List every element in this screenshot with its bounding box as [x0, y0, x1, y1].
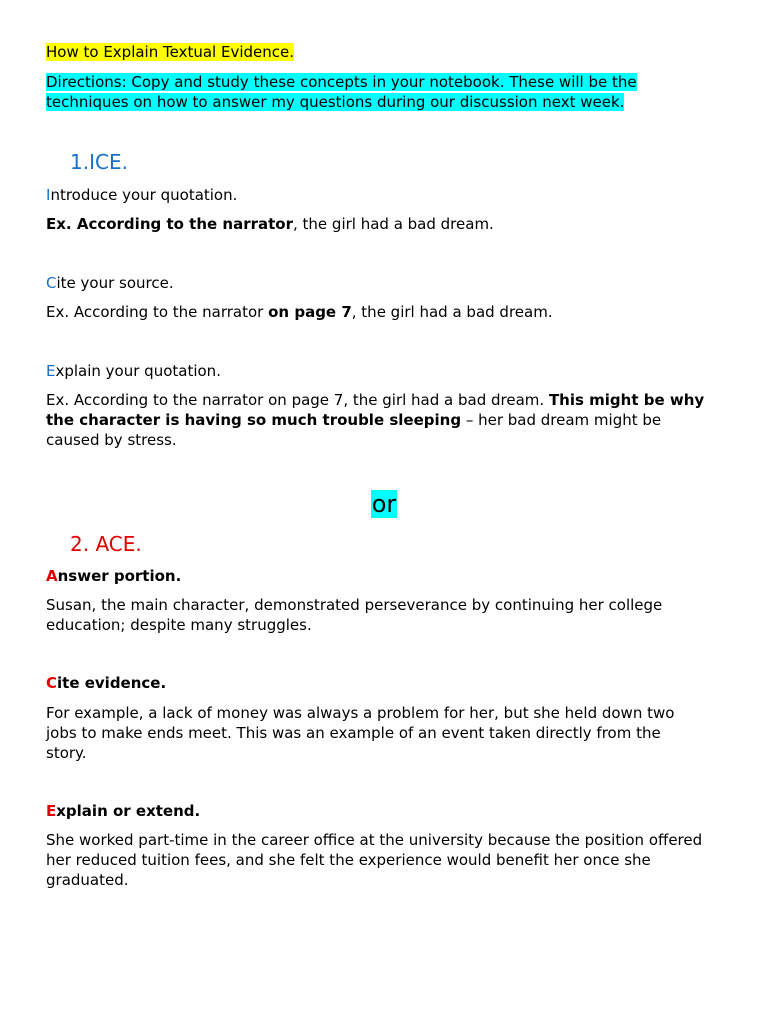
- or-separator: [0, 490, 768, 518]
- ice-cite-example-rest: , the girl had a bad dream.: [351, 303, 553, 321]
- ice-introduce-label: [46, 185, 706, 205]
- ace-answer-text: Susan, the main character, demonstrated perseverance by continuing her college education; despite many struggles.: [46, 596, 663, 634]
- ice-explain-letter: E: [46, 362, 56, 380]
- ace-cite-text: For example, a lack of money was always a problem for her, but she held down two jobs to make ends meet. This was an example of an event taken directly from the story.: [46, 704, 675, 762]
- ice-cite-letter: C: [46, 274, 57, 292]
- ace-explain-rest: xplain or extend.: [56, 802, 201, 820]
- ace-answer-letter: A: [46, 567, 58, 585]
- ice-introduce-letter: I: [46, 186, 51, 204]
- ice-introduce-rest: ntroduce your quotation.: [50, 186, 238, 204]
- ice-heading: 1.ICE.: [70, 150, 128, 174]
- ace-answer-label: [46, 566, 706, 586]
- ice-explain-example-bold: This might be why the character is having so much trouble sleeping: [46, 391, 705, 429]
- title-line: [46, 42, 706, 62]
- ice-explain-rest: xplain your quotation.: [55, 362, 221, 380]
- directions-paragraph: [46, 72, 706, 112]
- ace-heading: 2. ACE.: [70, 532, 142, 556]
- ice-explain-example-rest: – her bad dream might be caused by stress.: [46, 411, 662, 449]
- ice-introduce-example: [46, 214, 706, 234]
- page-title: How to Explain Textual Evidence.: [46, 43, 294, 61]
- ace-explain-letter: E: [46, 802, 57, 820]
- or-label: or: [371, 490, 397, 518]
- ace-cite-rest: ite evidence.: [57, 674, 167, 692]
- ice-cite-example-bold: on page 7: [268, 303, 352, 321]
- ace-explain-label: [46, 801, 706, 821]
- ace-answer-rest: nswer portion.: [57, 567, 182, 585]
- ace-cite-letter: C: [46, 674, 58, 692]
- ice-introduce-example-rest: , the girl had a bad dream.: [293, 215, 494, 233]
- ice-cite-example-start: Ex. According to the narrator: [46, 303, 269, 321]
- ice-introduce-example-bold: Ex. According to the narrator: [46, 215, 293, 233]
- ice-cite-rest: ite your source.: [56, 274, 174, 292]
- ice-explain-example-start: Ex. According to the narrator on page 7, the girl had a bad dream.: [46, 391, 549, 409]
- ace-explain-text: She worked part-time in the career office at the university because the position offered her reduced tuition fees, and she felt the experience would benefit her once she graduated.: [46, 831, 703, 889]
- ice-cite-example: [46, 302, 706, 322]
- ace-cite-label: [46, 673, 706, 693]
- ice-explain-example: [46, 390, 706, 450]
- ice-cite-label: [46, 273, 706, 293]
- directions-text: Directions: Copy and study these concepts in your notebook. These will be the techniques on how to answer my questions during our discussion next week.: [46, 73, 637, 111]
- ice-explain-label: [46, 361, 706, 381]
